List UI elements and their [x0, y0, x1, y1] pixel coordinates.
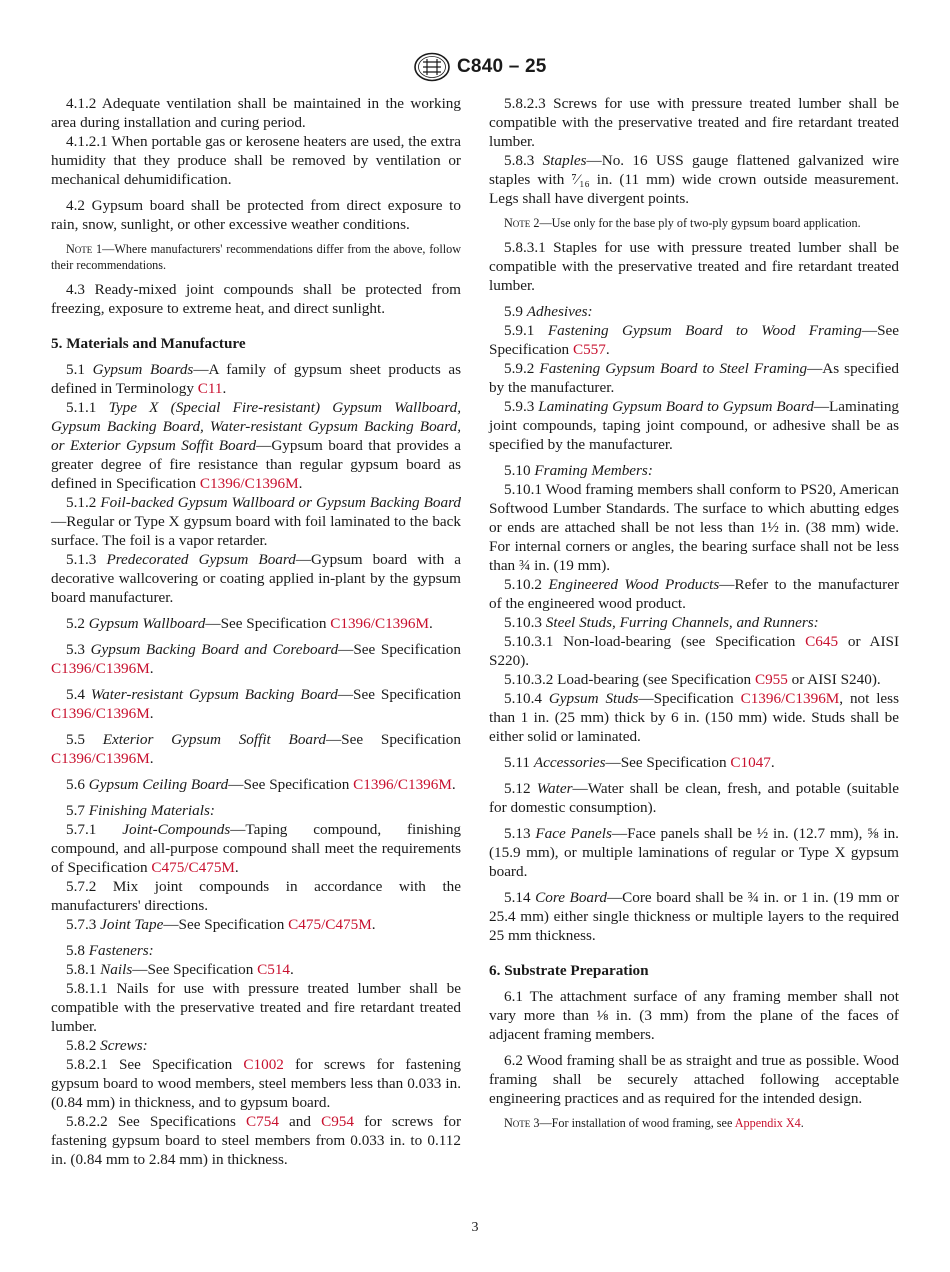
para-text: —See Specification	[132, 961, 254, 978]
ref-c514-link[interactable]: C514	[257, 961, 291, 978]
para-title: Core Board	[535, 889, 607, 906]
note-3-label: Note 3	[504, 1116, 540, 1130]
para-title: Face Panels	[535, 825, 612, 842]
para-5-10-1: 5.10.1 Wood framing members shall conform to PS20, American Softwood Lumber Standards. The surface to which abutting edges or ends are attached shall be not less than 1½ in. (38 mm) wide. For internal corners or angles, the bearing surface shall not be less than ¾ in. (19 mm).	[489, 481, 899, 574]
ref-c557-link[interactable]: C557	[572, 341, 606, 358]
para-5-7-1: 5.7.1 Joint-Compounds—Taping compound, finishing compound, and all-purpose compound shall meet the requirements of Specification C475/C475M.	[51, 821, 462, 876]
section-6-heading: 6. Substrate Preparation	[489, 962, 649, 979]
para-title: Steel Studs, Furring Channels, and Runners:	[545, 614, 819, 631]
para-num: 5.8.1	[66, 961, 97, 978]
ref-c475-link[interactable]: C475/C475M	[288, 916, 372, 933]
ref-appendix-x4-link[interactable]: Appendix X4	[734, 1116, 801, 1130]
para-5-1: 5.1 Gypsum Boards—A family of gypsum sheet products as defined in Terminology C11.	[51, 361, 462, 397]
left-column	[51, 94, 461, 1169]
para-title: Predecorated Gypsum Board	[106, 551, 296, 568]
para-text: 5.8.2.1 See Specification	[66, 1056, 233, 1073]
para-5-1-1: 5.1.1 Type X (Special Fire-resistant) Gypsum Wallboard, Gypsum Backing Board, Water-resistant Gypsum Backing Board, or Exterior Gypsum Soffit Board—Gypsum board that provides a greater degree of fire resistance than regular gypsum board as defined in Specification C1396/C1396M.	[51, 399, 462, 492]
para-title: Water-resistant Gypsum Backing Board	[90, 686, 338, 703]
standard-designation: C840 – 25	[457, 56, 547, 77]
para-num: 5.11	[504, 754, 531, 771]
para-num: 5.8.3	[504, 152, 535, 169]
para-text: —As specified by the manufacturer.	[489, 360, 899, 396]
para-5-8-2-1	[51, 1055, 461, 1112]
para-num: 5.9.1	[504, 322, 535, 339]
ref-c1396-link[interactable]: C1396/C1396M	[199, 475, 299, 492]
astm-logo-icon	[413, 52, 451, 82]
para-title: Joint Tape	[100, 916, 164, 933]
para-5-14	[489, 888, 899, 945]
note-1	[51, 241, 461, 273]
para-text: or AISI S240).	[791, 671, 881, 688]
para-text: 5.10.3.1 Non-load-bearing (see Specification	[504, 633, 796, 650]
note-3-text: —For installation of wood framing, see	[539, 1116, 733, 1130]
para-text: —Gypsum board that provides a greater degree of fire resistance than regular gypsum board as defined in Specification	[51, 437, 461, 492]
para-title: Engineered Wood Products	[548, 576, 720, 593]
para-5-3: 5.3 Gypsum Backing Board and Coreboard—See Specification C1396/C1396M.	[51, 641, 461, 677]
para-num: 5.3	[66, 641, 85, 658]
para-5-10-3-1	[489, 632, 899, 670]
para-text: or AISI S220).	[489, 633, 900, 669]
para-num: 5.9.3	[504, 398, 535, 415]
para-title: Finishing Materials:	[88, 802, 215, 819]
para-text: —Water shall be clean, fresh, and potable (suitable for domestic consumption).	[489, 780, 900, 816]
para-text: —Gypsum board with a decorative wallcovering or coating applied in-plant by the gypsum board manufacturer.	[51, 551, 462, 606]
para-num: 5.10.3	[504, 614, 542, 631]
para-text: , not less than 1 in. (25 mm) thick by 6 in. (150 mm) wide. Studs shall be either solid or laminated.	[489, 690, 899, 745]
note-3: Note 3—For installation of wood framing, see Appendix X4.	[504, 1116, 804, 1130]
para-5-8-1-1: 5.8.1.1 Nails for use with pressure treated lumber shall be compatible with the preservative treated and fire retardant treated lumber.	[51, 980, 461, 1035]
para-5-9-2	[489, 359, 899, 397]
para-num: 5.1.2	[66, 494, 97, 511]
note-2-label: Note 2	[504, 216, 540, 230]
para-title: Adhesives:	[526, 303, 593, 320]
para-5-12	[489, 779, 899, 817]
ref-c954-link[interactable]: C954	[321, 1113, 354, 1130]
para-title: Fastening Gypsum Board to Steel Framing	[539, 360, 808, 377]
para-num: 5.4	[66, 686, 85, 703]
para-text: —See Specification	[163, 916, 285, 933]
para-5-9-1: 5.9.1 Fastening Gypsum Board to Wood Framing—See Specification C557.	[489, 322, 900, 358]
para-title: Type X (Special Fire-resistant) Gypsum Wallboard, Gypsum Backing Board, Water-resistant Gypsum Backing Board, or Exterior Gypsum Soffit Board	[51, 399, 462, 454]
ref-c955-link[interactable]: C955	[754, 671, 788, 688]
para-text: —Core board shall be ¾ in. or 1 in. (19 mm or 25.4 mm) either single thickness or multiple layers to the required 25 mm thickness.	[489, 889, 899, 944]
para-num: 5.1.3	[66, 551, 97, 568]
para-4-2: 4.2 Gypsum board shall be protected from direct exposure to rain, snow, sunlight, or other excessive weather conditions.	[51, 197, 461, 233]
note-2-text: —Use only for the base ply of two-ply gypsum board application.	[539, 216, 861, 230]
para-num: 5.9.2	[504, 360, 535, 377]
para-5-10	[489, 461, 899, 480]
ref-c645-link[interactable]: C645	[805, 633, 839, 650]
para-title: Exterior Gypsum Soffit Board	[102, 731, 326, 748]
para-num: 5.14	[504, 889, 531, 906]
right-column	[489, 94, 899, 1131]
page-number: 3	[471, 1220, 479, 1235]
para-title: Gypsum Boards	[92, 361, 194, 378]
para-text: and	[289, 1113, 311, 1130]
para-title: Nails	[100, 961, 133, 978]
para-num: 5.10	[504, 462, 531, 479]
ref-c1047-link[interactable]: C1047	[730, 754, 771, 771]
para-text: —See Specification	[228, 776, 350, 793]
para-title: Laminating Gypsum Board to Gypsum Board	[538, 398, 814, 415]
ref-c1002-link[interactable]: C1002	[243, 1056, 284, 1073]
para-text: —See Specification	[325, 731, 461, 748]
para-5-5: 5.5 Exterior Gypsum Soffit Board—See Specification C1396/C1396M.	[51, 731, 461, 767]
para-num: 5.9	[504, 303, 523, 320]
para-5-13	[489, 824, 899, 881]
ref-c1396-link[interactable]: C1396/C1396M	[51, 705, 150, 722]
para-text: —Refer to the manufacturer of the engineered wood product.	[489, 576, 899, 612]
para-text: —Taping compound, finishing compound, and all-purpose compound shall meet the requirements of Specification	[51, 821, 462, 876]
para-text: 5.8.2.2 See Specifications	[66, 1113, 236, 1130]
ref-c1396-link[interactable]: C1396/C1396M	[353, 776, 452, 793]
para-5-8-2-3: 5.8.2.3 Screws for use with pressure treated lumber shall be compatible with the preservative treated and fire retardant treated lumber.	[489, 95, 899, 150]
para-text: —Specification	[638, 690, 734, 707]
para-title: Joint-Compounds	[122, 821, 231, 838]
para-title: Gypsum Studs	[548, 690, 639, 707]
para-title: Staples	[542, 152, 587, 169]
para-5-8-2	[51, 1036, 461, 1055]
para-title: Gypsum Wallboard	[88, 615, 206, 632]
para-5-8-2-2	[51, 1112, 461, 1169]
para-5-1-3	[51, 550, 461, 607]
section-5-heading: 5. Materials and Manufacture	[51, 335, 246, 352]
para-num: 5.2	[66, 615, 85, 632]
para-5-9	[489, 302, 899, 321]
ref-c1396-link[interactable]: C1396/C1396M	[51, 660, 150, 677]
para-title: Foil-backed Gypsum Wallboard or Gypsum Backing Board	[100, 494, 462, 511]
para-title: Water	[536, 780, 573, 797]
para-title: Gypsum Backing Board and Coreboard	[90, 641, 339, 658]
para-5-9-3	[489, 397, 899, 454]
para-text: —No. 16 USS gauge flattened galvanized wire staples with ⁷⁄₁₆ in. (11 mm) wide crown outside measurement. Legs shall have divergent points.	[489, 152, 900, 207]
ref-c1396-link[interactable]: C1396/C1396M	[51, 750, 150, 767]
ref-c1396-link[interactable]: C1396/C1396M	[330, 615, 429, 632]
para-num: 5.10.4	[504, 690, 542, 707]
para-title: Fasteners:	[88, 942, 154, 959]
para-num: 5.8.2	[66, 1037, 97, 1054]
para-5-1-2	[51, 493, 461, 550]
para-num: 5.6	[66, 776, 85, 793]
para-5-7-2: 5.7.2 Mix joint compounds in accordance with the manufacturers' directions.	[51, 878, 461, 914]
para-title: Screws:	[100, 1037, 148, 1054]
para-5-10-2	[489, 575, 899, 613]
para-text: —Face panels shall be ½ in. (12.7 mm), ⅝ in. (15.9 mm), or multiple laminations of regular or Type X gypsum board.	[489, 825, 899, 880]
para-text: —A family of gypsum sheet products as defined in Terminology	[51, 361, 462, 397]
para-6-2: 6.2 Wood framing shall be as straight and true as possible. Wood framing shall be securely attached following acceptable engineering practices and as required for the intended design.	[489, 1052, 899, 1107]
ref-c475-link[interactable]: C475/C475M	[151, 859, 235, 876]
para-4-3: 4.3 Ready-mixed joint compounds shall be protected from freezing, exposure to extreme heat, and direct sunlight.	[51, 281, 461, 317]
para-5-8	[51, 941, 461, 960]
para-text: —See Specification	[489, 322, 900, 358]
para-text: 5.10.3.2 Load-bearing (see Specification	[504, 671, 752, 688]
para-text: —See Specification	[338, 641, 461, 658]
para-5-4: 5.4 Water-resistant Gypsum Backing Board—See Specification C1396/C1396M.	[51, 686, 462, 722]
para-text: for screws for fastening gypsum board to steel members from 0.033 in. to 0.112 in. (0.84 mm to 2.84 mm) in thickness.	[51, 1113, 462, 1168]
para-text: —See Specification	[605, 754, 727, 771]
para-5-11: 5.11 Accessories—See Specification C1047.	[504, 754, 775, 771]
para-text: —See Specification	[337, 686, 462, 703]
ref-c754-link[interactable]: C754	[246, 1113, 279, 1130]
para-text: —Regular or Type X gypsum board with foil laminated to the back surface. The foil is a vapor retarder.	[51, 513, 461, 549]
para-title: Fastening Gypsum Board to Wood Framing	[547, 322, 862, 339]
para-5-2: 5.2 Gypsum Wallboard—See Specification C1396/C1396M.	[66, 615, 433, 632]
para-num: 5.7	[66, 802, 85, 819]
para-5-10-4	[489, 689, 899, 746]
para-5-10-3-2	[489, 670, 899, 689]
para-num: 5.7.1	[66, 821, 97, 838]
ref-c11-link[interactable]: C11	[197, 380, 223, 397]
para-num: 5.5	[66, 731, 85, 748]
para-text: for screws for fastening gypsum board to wood members, steel members less than 0.033 in. (0.84 mm) in thickness, and to gypsum board.	[51, 1056, 462, 1111]
para-5-10-3	[489, 613, 899, 632]
para-5-7-3: 5.7.3 Joint Tape—See Specification C475/C475M.	[66, 916, 376, 933]
para-5-8-3-1: 5.8.3.1 Staples for use with pressure treated lumber shall be compatible with the preservative treated and fire retardant treated lumber.	[489, 239, 899, 294]
para-6-1: 6.1 The attachment surface of any framing member shall not vary more than ⅛ in. (3 mm) from the plane of the faces of adjacent framing members.	[489, 988, 899, 1043]
para-num: 5.1	[66, 361, 85, 378]
page-header	[0, 52, 950, 86]
para-num: 5.8	[66, 942, 85, 959]
para-text: —See Specification	[205, 615, 327, 632]
note-1-text: —Where manufacturers' recommendations differ from the above, follow their recommendations.	[51, 242, 462, 272]
para-4-1-2: 4.1.2 Adequate ventilation shall be maintained in the working area during installation and curing period.	[51, 95, 461, 131]
para-num: 5.10.2	[504, 576, 542, 593]
para-num: 5.13	[504, 825, 531, 842]
note-1-label: Note 1	[66, 242, 103, 256]
para-text: —Laminating joint compounds, taping joint compound, or adhesive shall be as specified by the manufacturer.	[489, 398, 900, 453]
note-2	[489, 215, 899, 231]
ref-c1396-link[interactable]: C1396/C1396M	[740, 690, 840, 707]
para-num: 5.7.3	[66, 916, 97, 933]
para-5-8-1: 5.8.1 Nails—See Specification C514.	[66, 961, 294, 978]
para-5-7	[51, 801, 461, 820]
para-num: 5.1.1	[66, 399, 97, 416]
para-5-8-3	[489, 151, 899, 208]
para-5-6: 5.6 Gypsum Ceiling Board—See Specification C1396/C1396M.	[66, 776, 456, 793]
para-title: Framing Members:	[534, 462, 653, 479]
para-num: 5.12	[504, 780, 531, 797]
para-4-1-2-1: 4.1.2.1 When portable gas or kerosene heaters are used, the extra humidity that they produce shall be removed by ventilation or mechanical dehumidification.	[51, 133, 461, 188]
para-title: Gypsum Ceiling Board	[88, 776, 229, 793]
para-title: Accessories	[533, 754, 606, 771]
